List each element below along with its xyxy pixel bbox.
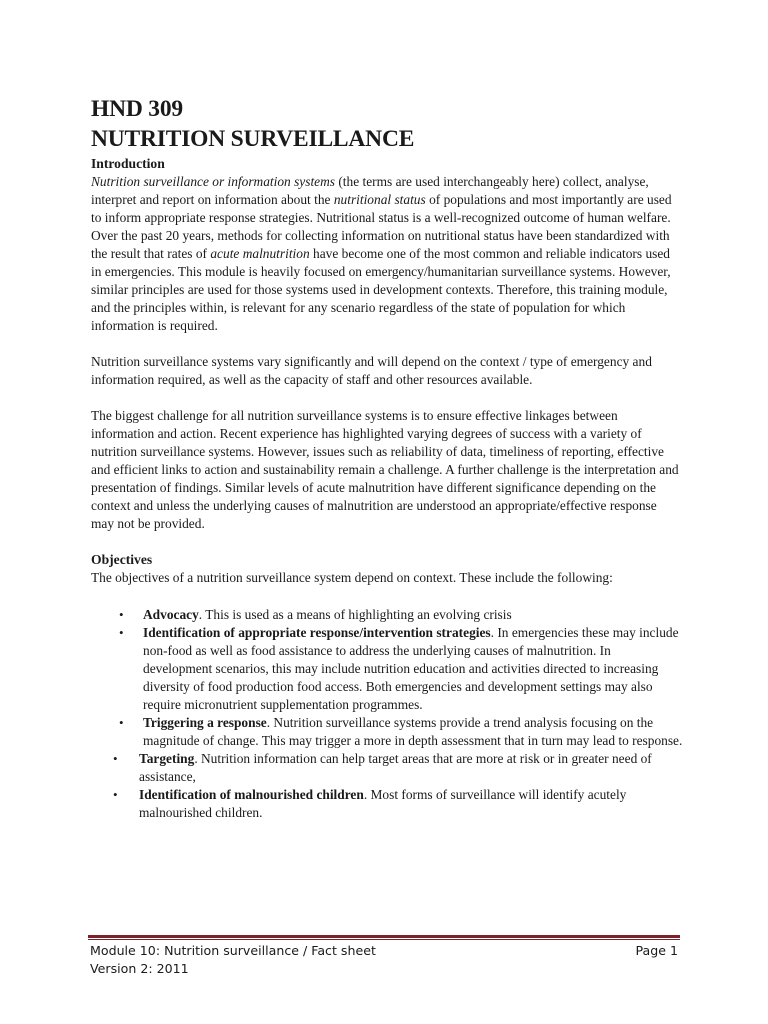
bullet-icon: •: [113, 751, 118, 766]
intro-paragraph-1: [91, 173, 683, 335]
bullet-icon: •: [113, 787, 118, 802]
course-code: HND 309: [91, 96, 183, 122]
introduction-heading: Introduction: [91, 156, 165, 171]
bullet-icon: •: [119, 625, 124, 640]
objective-item-advocacy: [91, 606, 683, 624]
document-title: NUTRITION SURVEILLANCE: [91, 126, 415, 152]
objectives-heading: Objectives: [91, 552, 153, 567]
objective-term: Advocacy: [143, 607, 199, 622]
objective-item-triggering-response: [91, 714, 683, 750]
footer-divider-thin: [88, 939, 680, 940]
footer-row: [90, 942, 678, 960]
intro-text-3: have become one of the most common and reliable indicators used in emergencies. This module is heavily focused on emergency/humanitarian surveillance systems. However, similar principles are used for those systems used in development contexts. Therefore, this training module, and the principles within, is relevant for any scenario regardless of the state of population for which information is required.: [91, 246, 671, 333]
intro-paragraph-2: Nutrition surveillance systems vary significantly and will depend on the context / type of emergency and information required, as well as the capacity of staff and other resources available.: [91, 354, 652, 387]
objectives-intro: The objectives of a nutrition surveillance system depend on context. These include the following:: [91, 570, 613, 585]
objective-text: . Nutrition information can help target areas that are more at risk or in greater need of assistance,: [139, 751, 652, 784]
intro-text-1: (the terms are used interchangeably here) collect, analyse, interpret and report on information about the: [91, 174, 649, 207]
objective-term: Identification of malnourished children: [139, 787, 364, 802]
page-footer: [90, 942, 678, 978]
footer-module: Module 10: Nutrition surveillance / Fact sheet: [90, 943, 376, 958]
intro-term-nutritional-status: nutritional status: [333, 192, 426, 207]
objective-term: Triggering a response: [143, 715, 267, 730]
objective-term: Identification of appropriate response/intervention strategies: [143, 625, 491, 640]
objective-item-malnourished-children: [91, 786, 683, 822]
intro-term-systems: Nutrition surveillance or information systems: [91, 174, 335, 189]
document-body: [91, 94, 683, 822]
bullet-icon: •: [119, 715, 124, 730]
footer-divider-thick: [88, 935, 680, 938]
footer-version: Version 2: 2011: [90, 961, 189, 976]
intro-term-acute-malnutrition: acute malnutrition: [210, 246, 310, 261]
intro-paragraph-3: The biggest challenge for all nutrition surveillance systems is to ensure effective linkages between information and action. Recent experience has highlighted varying degrees of success with a variety of nutrition surveillance systems. However, issues such as reliability of data, timeliness of reporting, effective and efficient links to action and sustainability remain a challenge. A further challenge is the interpretation and presentation of findings. Similar levels of acute malnutrition have different significance depending on the context and unless the underlying causes of malnutrition are understood an appropriate/effective response may not be provided.: [91, 408, 679, 531]
objectives-list: [91, 606, 683, 822]
objective-text: . In emergencies these may include non-food as well as food assistance to address the underlying causes of malnutrition. In development scenarios, this may include nutrition education and activities directed to increasing diversity of food production food access. Both emergencies and development settings may also require micronutrient supplementation programmes.: [143, 625, 679, 712]
objective-text: . This is used as a means of highlighting an evolving crisis: [198, 607, 512, 622]
bullet-icon: •: [119, 607, 124, 622]
objective-term: Targeting: [139, 751, 195, 766]
objective-text: . Most forms of surveillance will identify acutely malnourished children.: [139, 787, 627, 820]
objective-item-targeting: [91, 750, 683, 786]
intro-text-2: of populations and most importantly are used to inform appropriate response strategies. Nutritional status is a well-recognized outcome of human welfare. Over the past 20 years, methods for collecting information on nutritional status have been standardized with the result that rates of: [91, 192, 672, 261]
objective-text: . Nutrition surveillance systems provide a trend analysis focusing on the magnitude of change. This may trigger a more in depth assessment that in turn may lead to response.: [143, 715, 683, 748]
footer-page-number: Page 1: [635, 943, 678, 958]
objective-item-identification-strategies: [91, 624, 683, 714]
